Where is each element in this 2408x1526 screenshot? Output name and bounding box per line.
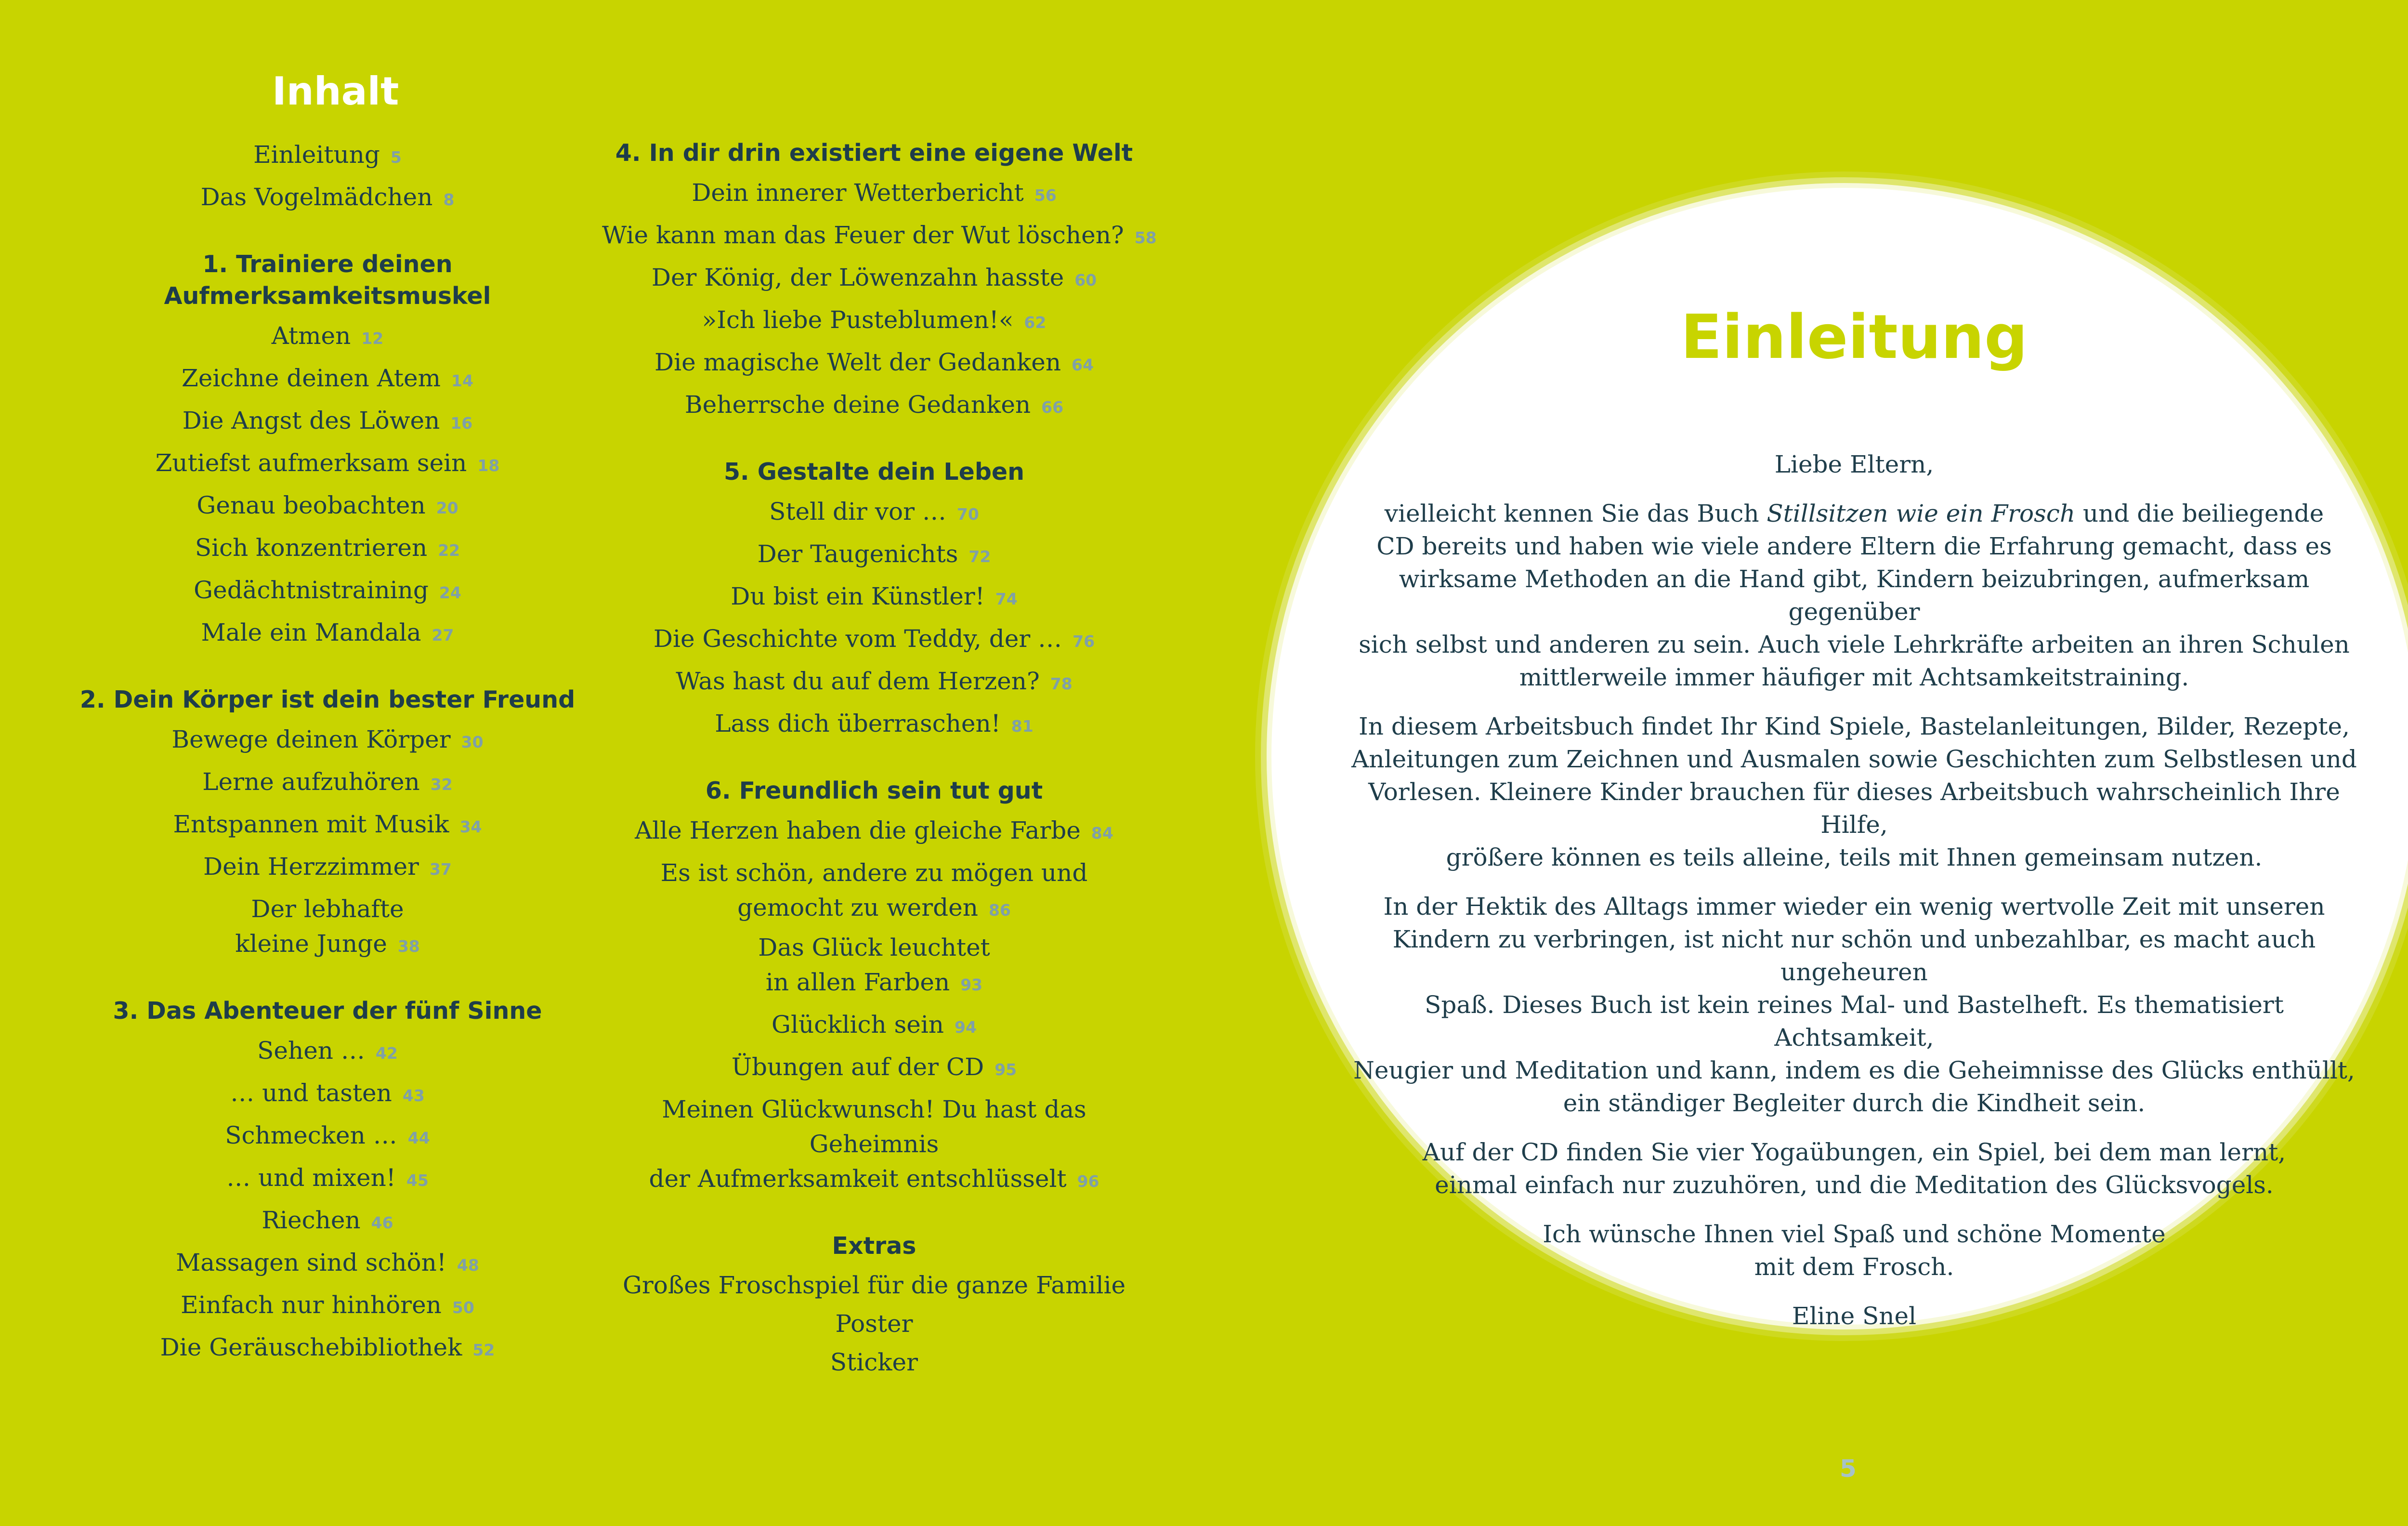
toc-entry[interactable] [48, 1116, 607, 1158]
toc-entry-title: Der lebhafte [251, 895, 404, 923]
toc-entry-page: 84 [1091, 824, 1113, 842]
section-heading [602, 775, 1146, 807]
toc-entry-page: 12 [361, 329, 384, 348]
section-heading-line: 4. In dir drin existiert eine eigene Welt [615, 139, 1133, 167]
toc-entry-title: Einleitung [253, 141, 380, 169]
toc-entry-title: Genau beobachten [196, 491, 426, 519]
toc-entry-title: Bewege deinen Körper [171, 725, 451, 753]
toc-entry-title: Dein innerer Wetterbericht [692, 179, 1024, 207]
toc-entry-title: Die Geräuschebibliothek [160, 1333, 462, 1361]
toc-entry[interactable] [602, 534, 1146, 577]
toc-entry[interactable] [48, 892, 607, 964]
toc-entry-page: 24 [439, 583, 461, 602]
introduction [1348, 299, 2360, 1349]
toc-entry-page: 18 [477, 456, 500, 475]
intro-p1-text-cont: und die beiliegende CD bereits und haben wie viele andere Eltern die Erfahrung gemacht, dass es wirksame Methoden an die Hand gibt, Kindern beizubringen, aufmerksam gegenüber sich selbst und anderen zu sein. Auch viele Lehrkräfte arbeiten an ihren Schulen mittlerweile immer häufiger mit Achtsamkeitstraining. [1359, 500, 2350, 691]
toc-entry-page: 96 [1077, 1172, 1099, 1191]
section-heading [602, 456, 1146, 488]
toc-entry-title: Meinen Glückwunsch! Du hast das Geheimnis [662, 1095, 1086, 1158]
section-heading [48, 684, 607, 716]
extras-item[interactable]: Sticker [830, 1348, 918, 1376]
toc-entry-page: 56 [1034, 186, 1057, 205]
toc-entry-page: 27 [432, 626, 454, 645]
toc-entry-title: Glücklich sein [772, 1011, 944, 1039]
toc-entry[interactable] [48, 804, 607, 847]
toc-entry[interactable] [602, 619, 1146, 661]
toc-entry-title: Der König, der Löwenzahn hasste [651, 263, 1064, 291]
toc-entry-page: 14 [451, 371, 473, 390]
extras-item[interactable]: Großes Froschspiel für die ganze Familie [622, 1271, 1126, 1299]
toc-entry[interactable] [602, 1092, 1146, 1199]
toc-entry-page: 72 [968, 547, 991, 566]
toc-entry-title: Beherrsche deine Gedanken [684, 391, 1031, 419]
toc-entry-title: Lerne aufzuhören [202, 768, 420, 796]
toc-entry[interactable] [602, 811, 1146, 853]
toc-entry[interactable] [48, 177, 607, 220]
toc-entry[interactable] [48, 486, 607, 528]
section-heading [602, 137, 1146, 169]
section-heading-line: 6. Freundlich sein tut gut [705, 777, 1043, 804]
toc-column-1 [48, 135, 607, 1370]
toc-entry-title: Sehen … [257, 1037, 365, 1065]
toc-entry-page: 48 [457, 1256, 479, 1275]
toc-entry-page: 66 [1041, 398, 1064, 417]
section-heading-line: Extras [832, 1232, 916, 1260]
toc-entry-page: 43 [402, 1086, 425, 1105]
section-heading-line: Aufmerksamkeitsmuskel [164, 282, 491, 310]
toc-entry[interactable] [602, 385, 1146, 427]
toc-entry-page: 30 [461, 733, 484, 751]
toc-entry-page: 44 [407, 1129, 430, 1147]
toc-entry-title: Zutiefst aufmerksam sein [155, 449, 467, 477]
toc-entry-title: … und mixen! [226, 1164, 396, 1192]
toc-entry-page: 81 [1011, 717, 1034, 736]
spacer [602, 746, 1146, 775]
intro-p1-text: vielleicht kennen Sie das Buch [1384, 500, 1767, 527]
toc-entry-title: Das Vogelmädchen [200, 183, 433, 211]
toc-entry[interactable] [602, 173, 1146, 215]
toc-entry[interactable] [48, 847, 607, 889]
toc-entry-title: Schmecken … [225, 1121, 397, 1149]
toc-entry-title: Zeichne deinen Atem [182, 364, 441, 392]
toc-entry-title: Alle Herzen haben die gleiche Farbe [635, 816, 1081, 844]
toc-entry-page: 5 [390, 148, 402, 167]
toc-entry-page: 94 [955, 1018, 977, 1037]
toc-entry-title: Die Geschichte vom Teddy, der … [653, 625, 1062, 653]
toc-entry-title: Das Glück leuchtet [758, 934, 990, 961]
toc-entry-page: 50 [452, 1298, 474, 1317]
toc-entry-page: 76 [1073, 632, 1095, 651]
toc-entry-title: Sich konzentrieren [195, 534, 428, 562]
toc-entry[interactable] [602, 492, 1146, 534]
toc-entry-title: Riechen [262, 1206, 361, 1234]
extras-item[interactable]: Poster [835, 1310, 913, 1338]
toc-entry-title: … und tasten [230, 1079, 392, 1107]
intro-paragraph-5: Ich wünsche Ihnen viel Spaß und schöne Momente mit dem Frosch. [1543, 1220, 2166, 1281]
toc-entry-page: 78 [1050, 674, 1073, 693]
toc-entry-title-line [602, 1092, 1146, 1161]
toc-entry[interactable] [48, 570, 607, 613]
toc-entry-page: 20 [436, 499, 458, 517]
toc-entry-title: Übungen auf der CD [731, 1053, 984, 1081]
toc-entry[interactable] [602, 855, 1146, 928]
toc-entry[interactable] [602, 930, 1146, 1002]
toc-entry-page: 70 [956, 505, 979, 524]
toc-entry[interactable] [48, 528, 607, 570]
toc-entry[interactable] [602, 258, 1146, 300]
toc-entry-title: Der Taugenichts [757, 540, 958, 568]
toc-entry-page: 62 [1024, 313, 1047, 332]
book-title-italic: Stillsitzen wie ein Frosch [1767, 500, 2076, 527]
intro-title: Einleitung [1680, 302, 2028, 372]
toc-entry[interactable] [602, 215, 1157, 258]
toc-entry-page: 86 [988, 901, 1011, 920]
intro-paragraph-3: In der Hektik des Alltags immer wieder ein wenig wertvolle Zeit mit unseren Kindern zu verbringen, ist nicht nur schön und unbezahlbar, es macht auch ungeheuren Spaß. Dieses Buch ist kein reines Mal- und Bastelheft. Es thematisiert Achtsamkeit, Neugier und Meditation und kann, indem es die Geheimnisse des Glücks enthüllt, ein ständiger Begleiter durch die Kindheit sein. [1353, 893, 2355, 1117]
toc-entry-page: 46 [371, 1213, 393, 1232]
intro-paragraph-2: In diesem Arbeitsbuch findet Ihr Kind Spiele, Bastelanleitungen, Bilder, Rezepte, Anleitungen zum Zeichnen und Ausmalen sowie Geschichten zum Selbstlesen und Vorlesen. Kleinere Kinder brauchen für dieses Arbeitsbuch wahrscheinlich Ihre Hilfe, größere können es teils alleine, teils mit Ihnen gemeinsam nutzen. [1351, 712, 2357, 871]
toc-entry-page: 22 [438, 541, 460, 560]
toc-entry[interactable] [48, 720, 607, 762]
toc-entry-title-line [48, 892, 607, 926]
spacer [602, 427, 1146, 456]
toc-entry-title-line [602, 855, 1146, 890]
toc-entry-title: gemocht zu werden [737, 894, 978, 921]
toc-entry-page: 95 [995, 1060, 1017, 1079]
toc-entry-title: Male ein Mandala [201, 618, 421, 646]
toc-entry-title: »Ich liebe Pusteblumen!« [702, 306, 1014, 334]
toc-entry[interactable] [602, 1047, 1146, 1090]
toc-entry[interactable] [48, 316, 607, 358]
toc-entry[interactable] [48, 1243, 607, 1285]
section-heading-line: 1. Trainiere deinen [202, 250, 453, 278]
toc-entry[interactable] [48, 1073, 607, 1116]
toc-title: Inhalt [272, 69, 399, 114]
toc-entry-page: 45 [406, 1171, 429, 1190]
toc-entry-title: Entspannen mit Musik [173, 810, 449, 838]
toc-entry[interactable] [48, 762, 607, 804]
toc-entry[interactable] [48, 443, 607, 486]
toc-entry[interactable] [602, 1005, 1146, 1047]
toc-entry-title: Was hast du auf dem Herzen? [676, 667, 1040, 695]
toc-entry-page: 93 [960, 975, 983, 994]
section-heading [48, 995, 607, 1027]
toc-entry-title: Die magische Welt der Gedanken [654, 348, 1061, 376]
toc-entry[interactable] [48, 401, 607, 443]
toc-entry[interactable] [602, 704, 1146, 746]
toc-entry-title: der Aufmerksamkeit entschlüsselt [649, 1165, 1067, 1193]
intro-signature: Eline Snel [1792, 1302, 1917, 1330]
toc-entry-title: Massagen sind schön! [176, 1249, 446, 1276]
toc-entry-page: 16 [450, 414, 473, 433]
toc-entry-page: 74 [995, 590, 1018, 608]
toc-entry-title: kleine Junge [235, 930, 387, 958]
toc-entry[interactable] [48, 1031, 607, 1073]
intro-paragraph-4: Auf der CD finden Sie vier Yogaübungen, ein Spiel, bei dem man lernt, einmal einfach nur zuzuhören, und die Meditation des Glücksvogels. [1422, 1138, 2286, 1199]
toc-entry[interactable] [602, 342, 1146, 385]
toc-entry-title: Es ist schön, andere zu mögen und [660, 859, 1088, 887]
toc-entry-title-line [602, 930, 1146, 965]
toc-entry[interactable] [48, 358, 607, 401]
page-number: 5 [1840, 1455, 1857, 1483]
section-heading [602, 1230, 1146, 1262]
toc-entry-title: Du bist ein Künstler! [731, 582, 985, 610]
toc-entry[interactable] [48, 1158, 607, 1200]
intro-paragraph-1 [1348, 497, 2360, 694]
spacer [602, 1201, 1146, 1230]
toc-entry[interactable] [48, 1200, 607, 1243]
spacer [48, 966, 607, 995]
toc-entry-title: Die Angst des Löwen [182, 407, 440, 434]
section-heading [48, 249, 607, 312]
toc-entry-title: Dein Herzzimmer [203, 853, 419, 881]
spacer [48, 220, 607, 249]
toc-entry[interactable] [48, 135, 607, 177]
toc-entry-page: 64 [1072, 355, 1094, 374]
toc-column-2 [602, 137, 1157, 1381]
toc-entry-title: Atmen [271, 322, 351, 350]
toc-entry[interactable] [602, 661, 1146, 704]
toc-entry-title: Wie kann man das Feuer der Wut löschen? [602, 221, 1124, 249]
toc-entry-page: 8 [443, 190, 455, 209]
toc-entry-page: 34 [459, 817, 482, 836]
toc-entry-page: 37 [429, 860, 452, 879]
toc-entry-title: Einfach nur hinhören [181, 1291, 442, 1319]
toc-entry-title: Stell dir vor … [769, 498, 946, 526]
intro-greeting: Liebe Eltern, [1774, 450, 1934, 478]
toc-entry-title-line [602, 965, 1146, 1002]
toc-entry-title-line [602, 1161, 1146, 1199]
toc-entry-page: 38 [397, 937, 420, 956]
toc-entry-title-line [602, 890, 1146, 928]
toc-entry-title-line [48, 926, 607, 964]
toc-entry-page: 52 [472, 1341, 495, 1359]
toc-entry-title: Gedächtnistraining [194, 576, 429, 604]
toc-entry[interactable] [48, 613, 607, 655]
section-heading-line: 5. Gestalte dein Leben [723, 458, 1025, 486]
spacer [48, 655, 607, 684]
toc-entry[interactable] [48, 1328, 607, 1370]
section-heading-line: 3. Das Abenteuer der fünf Sinne [113, 997, 542, 1025]
toc-entry-title: in allen Farben [765, 968, 950, 996]
toc-entry-page: 58 [1134, 228, 1157, 247]
toc-entry-page: 60 [1074, 271, 1097, 289]
toc-entry-page: 32 [430, 775, 453, 794]
toc-entry[interactable] [48, 1285, 607, 1328]
toc-entry-title: Lass dich überraschen! [715, 710, 1001, 737]
section-heading-line: 2. Dein Körper ist dein bester Freund [79, 686, 576, 713]
toc-entry-page: 42 [375, 1044, 398, 1063]
toc-entry[interactable] [602, 577, 1146, 619]
toc-entry[interactable] [602, 300, 1146, 342]
